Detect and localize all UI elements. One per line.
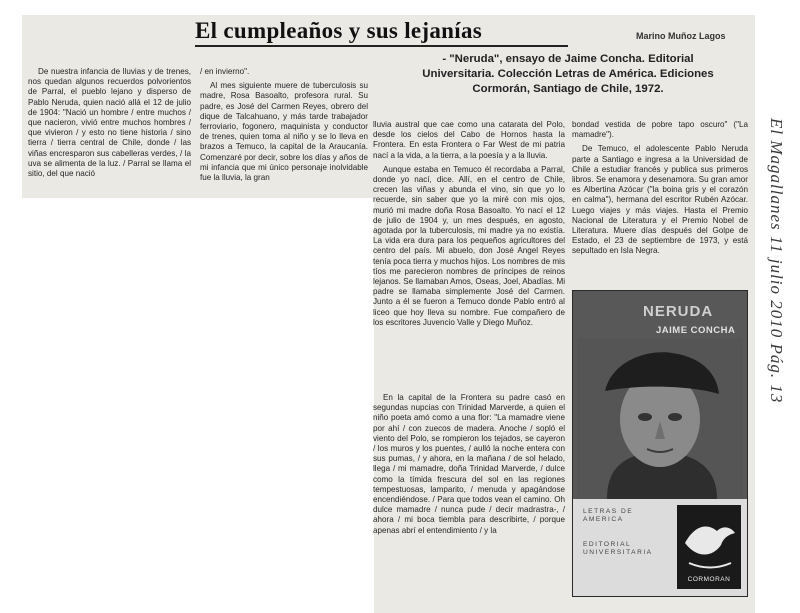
handwritten-annotation-text: El Magallanes 11 julio 2010 Pág. 13: [767, 118, 786, 404]
text-column-2: [200, 67, 368, 187]
article-subtitle: - "Neruda", ensayo de Jaime Concha. Editorial Universitaria. Colección Letras de América. Ediciones Cormorán, Santiago de Chile, 1972.: [422, 53, 714, 95]
article-title: El cumpleaños y sus lejanías: [195, 18, 483, 43]
book-cover: [572, 290, 748, 597]
paragraph: Aunque estaba en Temuco él recordaba a Parral, donde yo nací, dice. Allí, en el centro de Chile, crecen las viñas y abunda el vino, sin que yo lo recuerde, sin saber que yo la miré con mis ojos, murió mi madre doña Rosa Basoalto. Yo nací el 12 de julio de 1904 y, un mes después, en agosto, agotada por la tuberculosis, mi madre ya no existía. La vida era dura para los pequeños agricultores del centro del país. Mi abuelo, don José Angel Reyes tenía poca tierra y muchos hijos. Los nombres de mis tíos me parecieron nombres de príncipes de reinos lejanos. Se llamaban Amos, Oseas, Joel, Abadías. Mi padre se llamaba simplemente José del Carmen. Junto a él se fueron a Temuco donde Pablo entró al liceo que hoy lleva su nombre. Fue compañero de los escritores Juvencio Valle y Diego Muñoz.: [373, 164, 565, 327]
book-cover-imprint: CORMORAN: [687, 576, 731, 583]
paragraph: lluvia austral que cae como una catarata del Polo, desde los cielos del Cabo de Hornos hasta la Frontera. En esta Frontera o Far West de mi patria nací a la vida, a la tierra, a la poesía y a la lluvia.: [373, 120, 565, 160]
book-cover-publisher: EDITORIAL UNIVERSITARIA: [583, 541, 653, 556]
paragraph: Al mes siguiente muere de tuberculosis su madre, Rosa Basoalto, profesora rural. Su padre, es José del Carmen Reyes, obrero del dique de Talcahuano, y más tarde trabajador ferroviario, fogonero, maquinista y conductor de trenes, quien toma al niño y se lo lleva en brazos a Temuco, la capital de la Araucanía. Comenzaré por decir, sobre los días y años de mi infancia que mi único personaje inolvidable fue la lluvia, la gran: [200, 81, 368, 183]
book-cover-series: LETRAS DE AMERICA: [583, 508, 634, 523]
book-cover-author: JAIME CONCHA: [656, 325, 736, 336]
paragraph: De Temuco, el adolescente Pablo Neruda parte a Santiago e ingresa a la Universidad de Chile a estudiar francés y publica sus primeros libros. Se enamora y desenamora. Su gran amor es Albertina Azócar ("la boina gris y el corazón en calma"), hermana del escritor Rubén Azócar. Luego viajes y más viajes. Hasta el Premio Nacional de Literatura y el Premio Nobel de Literatura. Muere días después del Golpe de Estado, el 23 de septiembre de 1973, y está sepultado en Isla Negra.: [572, 144, 748, 256]
paragraph: / en invierno".: [200, 67, 250, 76]
paragraph: De nuestra infancia de lluvias y de trenes, nos quedan algunos recuerdos polvorientos de Parral, el pueblo lejano y disperso de Pablo Neruda, quien nació allá el 12 de julio de 1904: "Nació un hombre / entre muchos / que nacieron, vivió entre muchos hombres / que vivieron / y esto no tiene historia / sino tierra / tierra central de Chile, donde / las viñas encresparon sus cabelleras verdes, / la uva se alimenta de la luz. / Parral se llama el sitio, del que nació: [28, 67, 191, 179]
poet-portrait-image: [577, 339, 743, 499]
book-cover-title: NERUDA: [643, 303, 714, 320]
text-column-4: [572, 120, 748, 261]
title-underline: [195, 45, 568, 47]
text-column-1: [28, 67, 191, 183]
text-column-3: [373, 120, 565, 332]
paragraph: bondad vestida de pobre tapo oscuro" ("La mamadre").: [572, 120, 748, 140]
paragraph: En la capital de la Frontera su padre casó en segundas nupcias con Trinidad Marverde, a quien el niño poeta amó como a una flor: "La mamadre viene por ahí / con zuecos de madera. Anoche / sopló el viento del Polo, se rompieron los tejados, se cayeron / los muros y los puentes, / aulló la noche entera con sus pumas, / y ahora, en la mañana / de sol helado, llega / mi mamadre, doña Trinidad Marverde, / dulce como la tímida frescura del sol en las regiones tempestuosas, lamparito, / menuda y apagándose encendiéndose. / Para que todos vean el camino. Oh dulce mamadre / nunca pude / decir madrastra-, / ahora / mi boca tiembla para describirte, / porque apenas abrí el entendimiento / y la: [373, 393, 565, 535]
article-author: Marino Muñoz Lagos: [636, 31, 726, 41]
text-column-3-continued: [373, 393, 565, 540]
handwritten-annotation: [764, 118, 790, 598]
